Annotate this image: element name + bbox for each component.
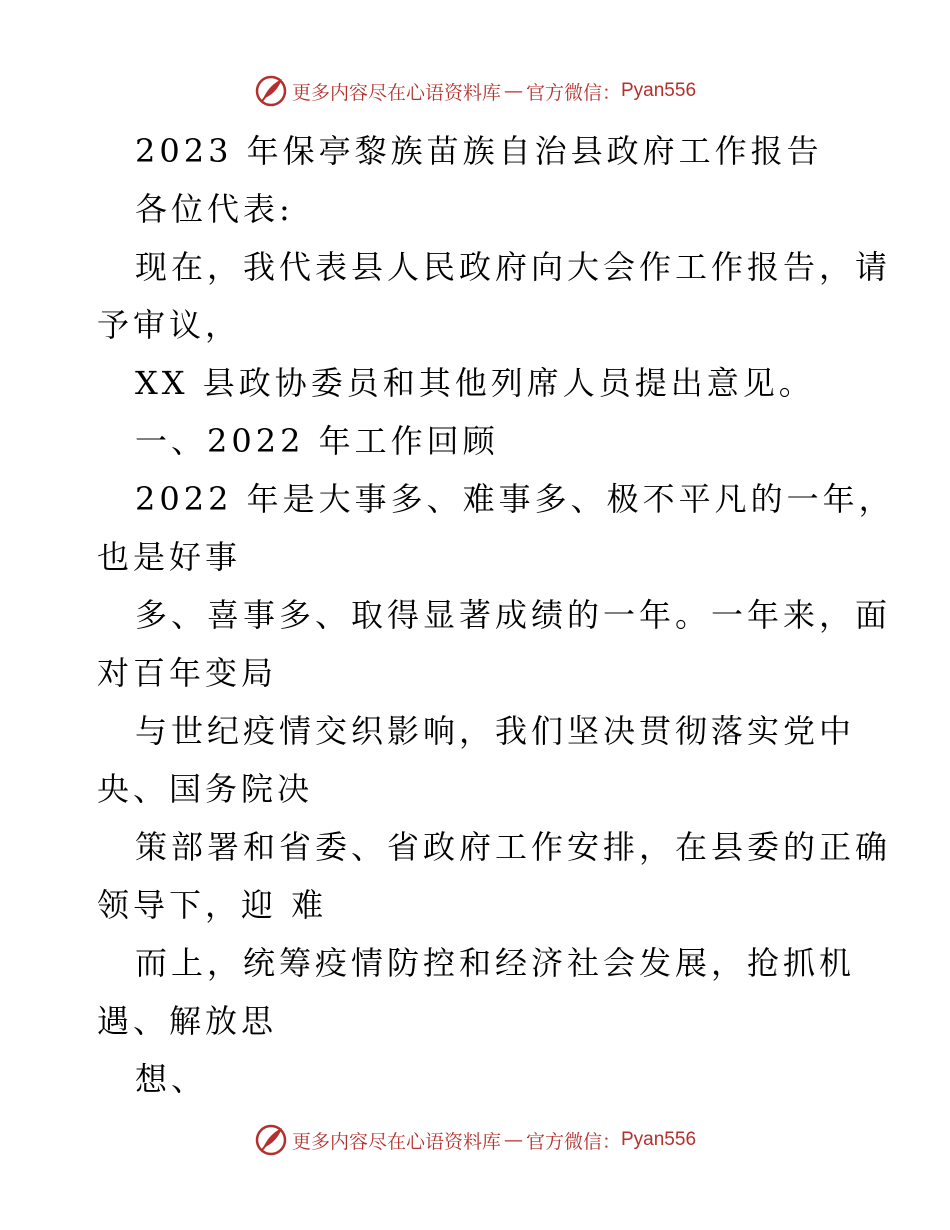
paragraph-line: 遇、解放思 [97, 1002, 278, 1040]
paragraph-line: 而上，统筹疫情防控和经济社会发展，抢抓机 [135, 944, 856, 982]
paragraph-line: 多、喜事多、取得显著成绩的一年。一年来，面 [135, 596, 892, 634]
banner-text: 更多内容尽在心语资料库 [291, 81, 501, 104]
paragraph-line: 也是好事 [97, 538, 242, 576]
paragraph-line: 央、国务院决 [97, 770, 314, 808]
banner-separator: — [503, 80, 523, 102]
banner-wechat-id: Pyan556 [621, 1129, 697, 1150]
paragraph-line: XX 县政协委员和其他列席人员提出意见。 [135, 364, 815, 402]
banner-separator: — [503, 1129, 523, 1151]
quill-logo-icon [254, 74, 288, 108]
paragraph-line: 对百年变局 [97, 654, 278, 692]
paragraph-line: 2022 年是大事多、难事多、极不平凡的一年， [135, 480, 895, 518]
banner-wechat-id: Pyan556 [621, 80, 697, 101]
document-body [97, 122, 895, 1108]
paragraph-line: 领导下，迎 难 [97, 886, 328, 924]
paragraph-line: 予审议， [97, 306, 242, 344]
paragraph-line: 现在，我代表县人民政府向大会作工作报告，请 [135, 248, 892, 286]
salutation: 各位代表: [135, 190, 294, 228]
quill-logo-icon [254, 1123, 288, 1157]
paragraph-line: 与世纪疫情交织影响，我们坚决贯彻落实党中 [135, 712, 856, 750]
paragraph-line: 想、 [135, 1060, 208, 1098]
footer-banner [0, 1120, 950, 1160]
banner-text: 更多内容尽在心语资料库 [291, 1130, 501, 1153]
paragraph-line: 策部署和省委、省政府工作安排，在县委的正确 [135, 828, 892, 866]
banner-wechat-label: 官方微信： [525, 81, 621, 104]
header-banner [0, 71, 950, 111]
document-title: 2023 年保亭黎族苗族自治县政府工作报告 [135, 132, 823, 170]
banner-wechat-label: 官方微信： [525, 1130, 621, 1153]
section-heading: 一、2022 年工作回顾 [135, 422, 499, 460]
